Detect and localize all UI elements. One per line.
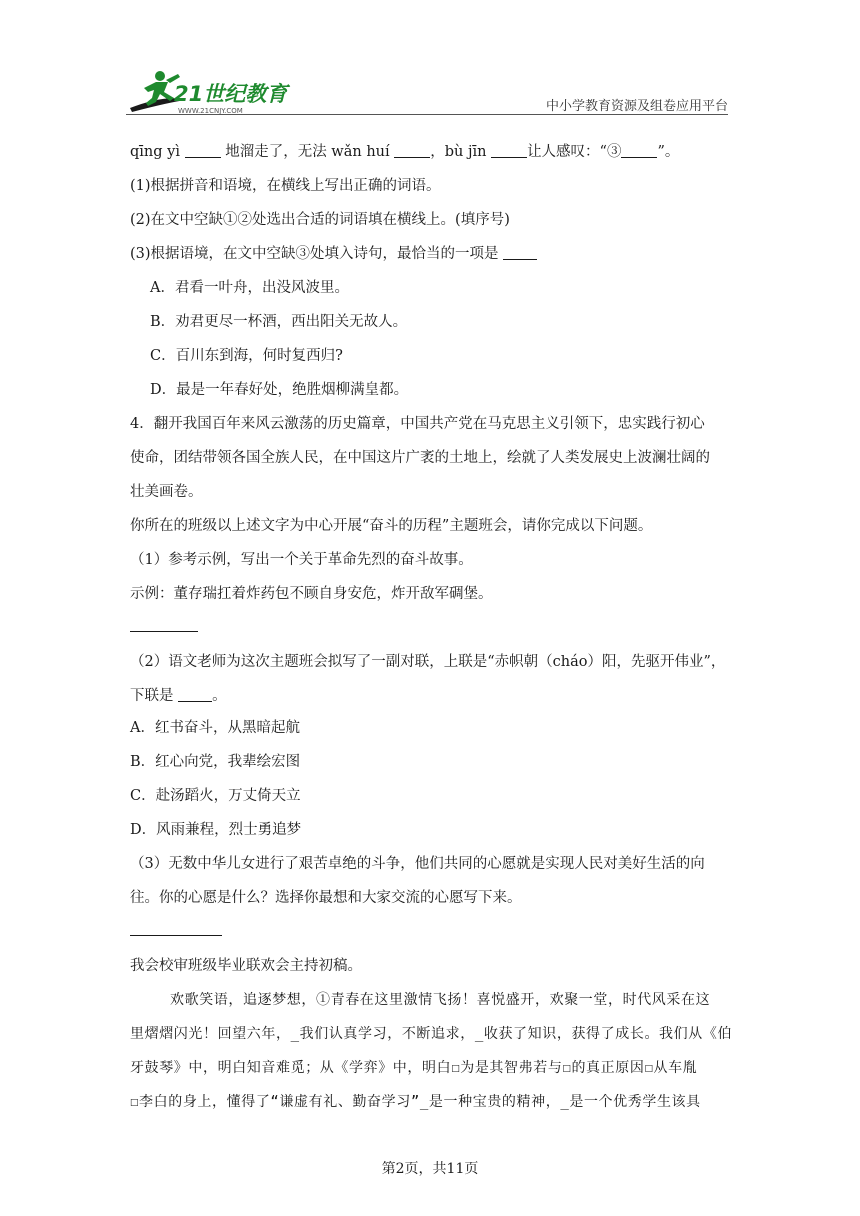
option-b: B．红心向党，我辈绘宏图 — [130, 754, 301, 770]
passage-line: ☐李白的身上，懂得了“谦虚有礼、勤奋学习”_是一种宝贵的精神，_是一个优秀学生该具 — [130, 1094, 701, 1110]
question-3-1: (1)根据拼音和语境，在横线上写出正确的词语。 — [130, 178, 441, 194]
runner-logo-icon — [126, 68, 296, 116]
option-c: C．赴汤蹈火，万丈倚天立 — [130, 788, 301, 804]
option-d: D．最是一年春好处，绝胜烟柳满皇都。 — [150, 382, 409, 398]
option-d: D．风雨兼程，烈士勇追梦 — [130, 822, 302, 838]
option-a: A．红书奋斗，从黑暗起航 — [130, 720, 300, 736]
passage-line: 里熠熠闪光！回望六年，_我们认真学习，不断追求，_收获了知识，获得了成长。我们从《伯 — [130, 1026, 733, 1042]
blank-couplet — [178, 688, 212, 702]
blank-4 — [621, 144, 657, 158]
sub-question-2-cont: 下联是 。 — [130, 688, 227, 704]
header-divider — [126, 114, 728, 115]
question-4-instruction: 你所在的班级以上述文字为中心开展“奋斗的历程”主题班会，请你完成以下问题。 — [130, 518, 653, 534]
answer-line-1 — [130, 631, 198, 632]
platform-name: 中小学教育资源及组卷应用平台 — [545, 99, 728, 114]
option-a: A．君看一叶舟，出没风波里。 — [150, 280, 349, 296]
sub-question-2: （2）语文老师为这次主题班会拟写了一副对联，上联是“赤帜朝（cháo）阳，先驱开伟业”， — [130, 654, 726, 670]
option-b: B．劝君更尽一杯酒，西出阳关无故人。 — [150, 314, 408, 330]
passage-line: 牙鼓琴》中，明白知音难觅；从《学弈》中，明白☐为是其智弗若与☐的真正原因☐从车胤 — [130, 1060, 698, 1076]
blank-answer — [503, 246, 537, 260]
sub-question-3-cont: 往。你的心愿是什么？选择你最想和大家交流的心愿写下来。 — [130, 890, 522, 906]
blank-2 — [394, 144, 430, 158]
svg-text:21世纪教育: 21世纪教育 — [174, 82, 288, 106]
sub-question-3: （3）无数中华儿女进行了艰苦卓绝的斗争，他们共同的心愿就是实现人民对美好生活的向 — [130, 856, 705, 872]
answer-line-2 — [130, 935, 222, 936]
svg-text:WWW.21CNJY.COM: WWW.21CNJY.COM — [178, 107, 243, 115]
question-4-text: 使命，团结带领各国全族人民，在中国这片广袤的土地上，绘就了人类发展史上波澜壮阔的 — [130, 450, 710, 466]
logo — [126, 68, 296, 116]
question-4-text: 壮美画卷。 — [130, 484, 203, 500]
page-number: 第2页，共11页 — [381, 1161, 479, 1177]
question-3-3: (3)根据语境，在文中空缺③处填入诗句，最恰当的一项是 — [130, 244, 537, 264]
option-c: C．百川东到海，何时复西归? — [150, 348, 343, 364]
fill-in-line: qīng yì 地溜走了，无法 wǎn huí ，bù jīn 让人感叹：“③ ”。 — [130, 144, 680, 160]
passage-line: 欢歌笑语，追逐梦想，①青春在这里激情飞扬！喜悦盛开，欢聚一堂，时代风采在这 — [170, 992, 711, 1008]
question-4-text: 4．翻开我国百年来风云激荡的历史篇章，中国共产党在马克思主义引领下，忠实践行初心 — [130, 416, 705, 432]
page-header — [126, 68, 728, 116]
blank-3 — [491, 144, 527, 158]
blank-1 — [185, 144, 221, 158]
question-5: 我会校审班级毕业联欢会主持初稿。 — [130, 958, 362, 974]
sub-question-1: （1）参考示例，写出一个关于革命先烈的奋斗故事。 — [130, 552, 473, 568]
example: 示例：董存瑞扛着炸药包不顾自身安危，炸开敌军碉堡。 — [130, 586, 493, 602]
question-3-2: (2)在文中空缺①②处选出合适的词语填在横线上。(填序号) — [130, 212, 510, 228]
